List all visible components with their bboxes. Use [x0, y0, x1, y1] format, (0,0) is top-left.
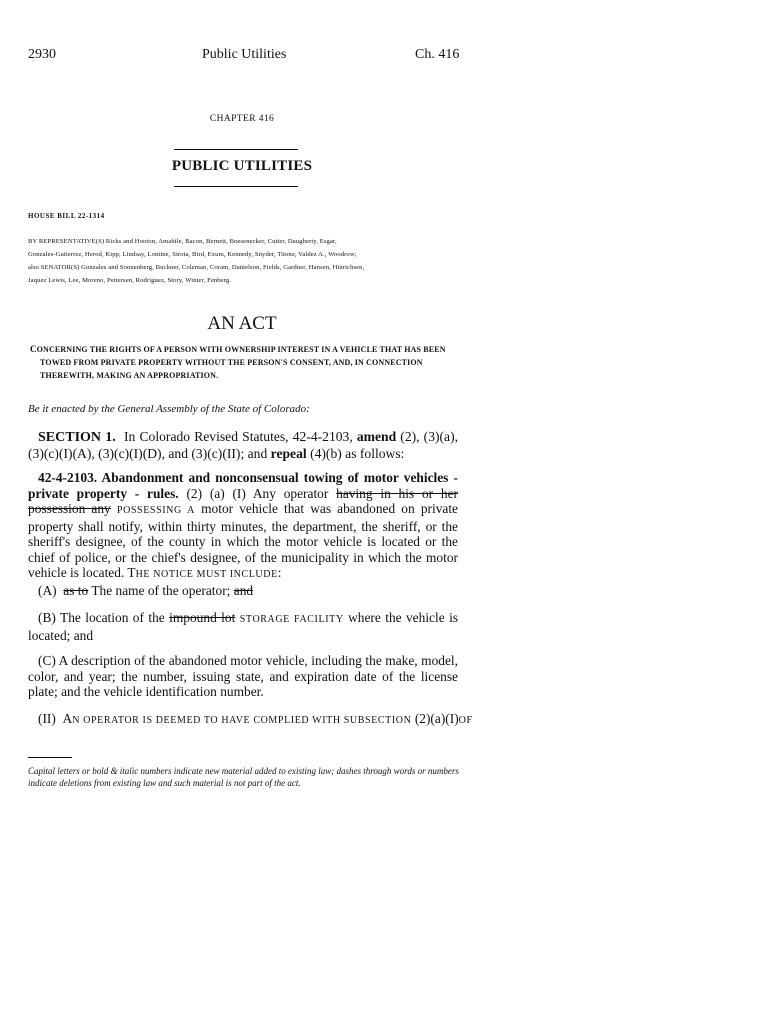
statute-heading: 42-4-2103. Abandonment and nonconsensual towing of motor vehicles - private property - rules. [28, 470, 458, 501]
title-rule-bottom [174, 186, 298, 187]
deleted-text: impound lot [169, 610, 236, 625]
inserted-text: OF [458, 715, 473, 726]
inserted-text: STORAGE FACILITY [239, 614, 344, 625]
sponsors-line: Gonzales-Gutierrez, Herod, Kipp, Lindsay, Lontine, Sirota, Bird, Exum, Kennedy, Snyder, Titone, Valdez A., Woodrow; [28, 251, 357, 258]
deleted-text: having in his or her possession any [28, 485, 458, 516]
p2-text-a: (2) (a) (I) Any operator [186, 485, 329, 501]
p2-text-b: motor vehicle that was abandoned on private property shall notify, within thirty minutes, the department, the sheriff, or the sheriff's designee, of the county in which the motor vehicle is located or the chief of police, or the chief's designee, of the municipality in which the motor vehicle is located. [28, 501, 458, 580]
page-number: 2930 [28, 47, 56, 62]
ii-ref: (2)(a)(I) [414, 711, 459, 726]
clause-b-text-b: where the vehicle is located; and [28, 610, 458, 643]
ii-label: (II) [38, 711, 56, 726]
chapter-label: CHAPTER 416 [209, 114, 275, 124]
inserted-text: A [62, 711, 73, 726]
footnote-rule [28, 757, 72, 758]
act-title-initial: C [30, 344, 37, 354]
inserted-text: N OPERATOR IS DEEMED TO HAVE COMPLIED WITH SUBSECTION [72, 715, 412, 726]
enacting-clause: Be it enacted by the General Assembly of the State of Colorado: [28, 403, 310, 415]
act-title-line2: TOWED FROM PRIVATE PROPERTY WITHOUT THE PERSON'S CONSENT, AND, IN CONNECTION [40, 358, 423, 367]
running-title: Public Utilities [202, 47, 287, 62]
section-1 [28, 429, 458, 461]
act-title [30, 343, 460, 382]
clause-b-text-a: (B) The location of the [38, 610, 165, 625]
repeal-keyword: repeal [270, 445, 307, 461]
inserted-text: T [127, 565, 136, 580]
clause-a-text: The name of the operator; [91, 583, 231, 598]
clause-a [28, 583, 458, 599]
deleted-text: as to [63, 583, 89, 598]
sponsors-line: BY REPRESENTATIVE(S) Ricks and Hooton, Amabile, Bacon, Bernett, Boesenecker, Cutter, Daugherty, Esgar, [28, 238, 337, 245]
subsection-2-a-ii [28, 711, 473, 729]
sponsors [28, 235, 468, 287]
inserted-text: POSSESSING A [116, 505, 195, 516]
section-1-label: SECTION 1. [38, 430, 116, 445]
sponsors-line: Jaquez Lewis, Lee, Moreno, Pettersen, Rodriguez, Story, Winter, Fenberg. [28, 277, 232, 284]
deleted-text: and [233, 583, 254, 598]
clause-a-label: (A) [38, 583, 57, 598]
footnote: Capital letters or bold & italic numbers indicate new material added to existing law; dashes through words or numbers indicate deletions from existing law and such material is not part of the act. [28, 766, 459, 788]
bill-number: HOUSE BILL 22-1314 [28, 212, 105, 220]
sponsors-line: also SENATOR(S) Gonzales and Sonnenberg, Buckner, Coleman, Coram, Danielson, Fields, Gardner, Hansen, Hinrichsen, [28, 264, 365, 271]
clause-c: (C) A description of the abandoned motor vehicle, including the make, model, color, and year; the number, issuing state, and expiration date of the license plate; and the vehicle identification number. [28, 653, 458, 699]
section-1-text-c: (4)(b) as follows: [310, 445, 405, 461]
chapter-ref: Ch. 416 [415, 47, 460, 62]
act-title-line3: THEREWITH, MAKING AN APPROPRIATION. [40, 371, 219, 380]
inserted-text: HE NOTICE MUST INCLUDE [135, 569, 278, 580]
amend-keyword: amend [356, 429, 397, 444]
section-1-text-a: In Colorado Revised Statutes, 42-4-2103, [124, 429, 353, 444]
p2-colon: : [277, 565, 282, 580]
act-heading: AN ACT [207, 313, 277, 334]
section-1-text-b: (2), (3)(a), (3)(c)(I)(A), (3)(c)(I)(D), and (3)(c)(II); and [28, 429, 459, 461]
subsection-2-a-i [28, 470, 458, 583]
title-rule-top [174, 149, 298, 150]
clause-b [28, 610, 458, 643]
chapter-title: PUBLIC UTILITIES [171, 158, 313, 174]
act-title-line1: ONCERNING THE RIGHTS OF A PERSON WITH OWNERSHIP INTEREST IN A VEHICLE THAT HAS BEEN [36, 345, 446, 354]
